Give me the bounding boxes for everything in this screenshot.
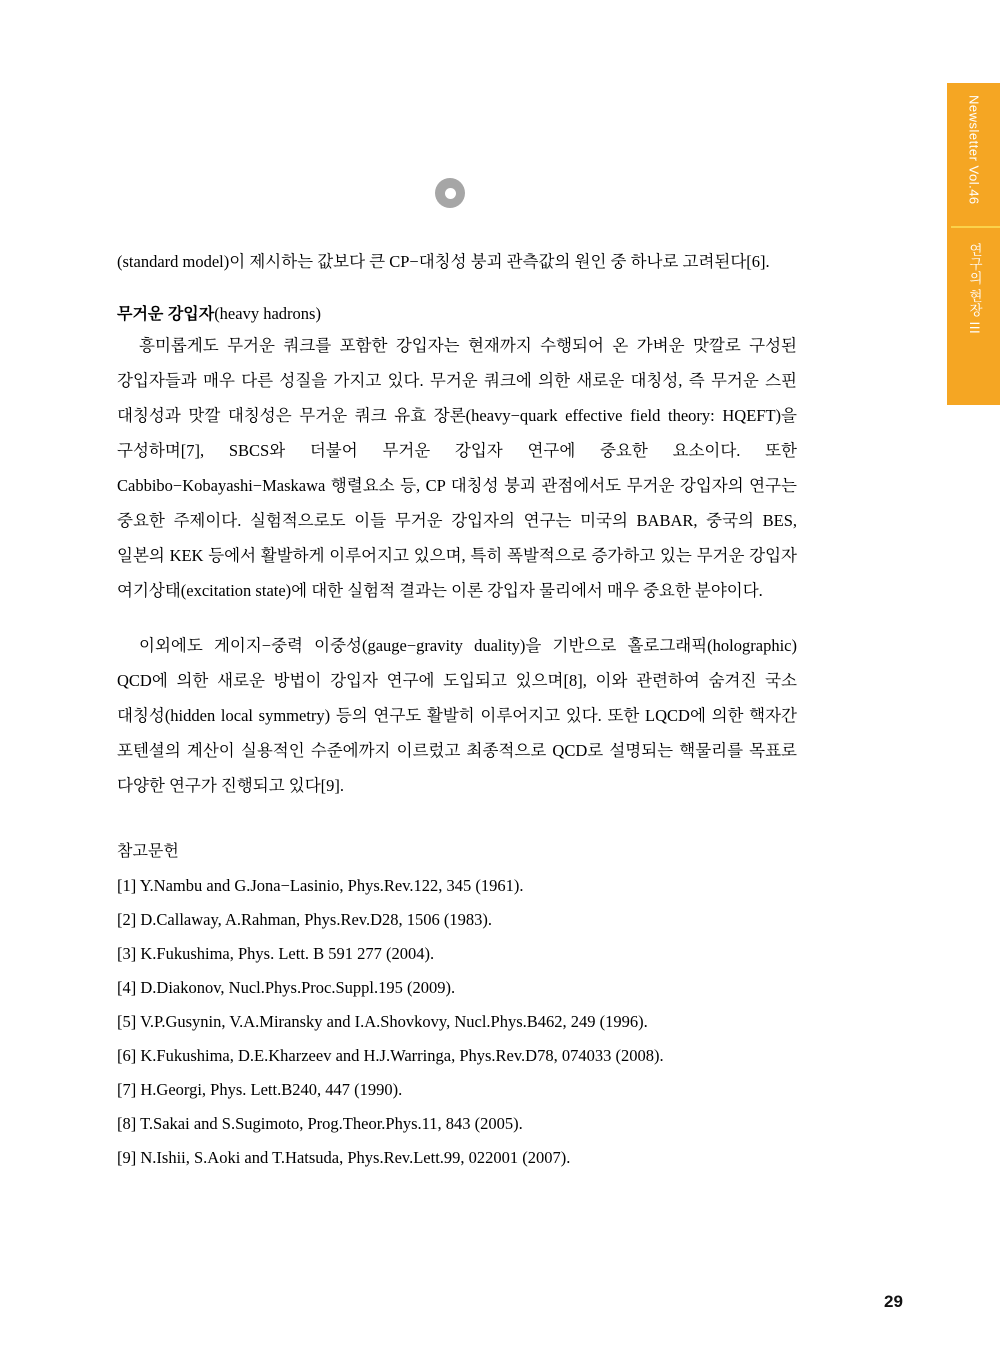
side-tab-newsletter-segment bbox=[947, 83, 1000, 226]
reference-item: [5] V.P.Gusynin, V.A.Miransky and I.A.Shovkovy, Nucl.Phys.B462, 249 (1996). bbox=[117, 1012, 648, 1031]
side-tab-section-segment bbox=[947, 227, 1000, 405]
reference-item: [8] T.Sakai and S.Sugimoto, Prog.Theor.Phys.11, 843 (2005). bbox=[117, 1114, 523, 1133]
references-title: 참고문헌 bbox=[117, 843, 179, 860]
reference-item: [4] D.Diakonov, Nucl.Phys.Proc.Suppl.195 (2009). bbox=[117, 978, 456, 997]
section-heading-korean: 무거운 강입자 bbox=[117, 306, 215, 323]
reference-item: [3] K.Fukushima, Phys. Lett. B 591 277 (2004). bbox=[117, 944, 435, 963]
paragraph-holographic-qcd: 이외에도 게이지−중력 이중성(gauge−gravity duality)을 기반으로 홀로그래픽(holographic) QCD에 의한 새로운 방법이 강입자 연구에 도입되고 있으며[8], 이와 관련하여 숨겨진 국소 대칭성(hidden local symmetry) 등의 연구도 활발히 이루어지고 있다. 또한 LQCD에 의한 핵자간 포텐셜의 계산이 실용적인 수준에까지 이르렀고 최종적으로 QCD로 설명되는 핵물리를 목표로 다양한 연구가 진행되고 있다[9]. bbox=[117, 636, 797, 795]
spacer bbox=[117, 803, 797, 835]
spacer bbox=[117, 279, 797, 301]
side-tab-newsletter-label: Newsletter Vol.46 bbox=[966, 95, 982, 205]
side-tab-inner bbox=[947, 83, 1000, 405]
spacer bbox=[117, 608, 797, 628]
side-tab-section-label: 연구의 현장 III bbox=[967, 243, 982, 335]
page-number: 29 bbox=[884, 1292, 903, 1311]
paragraph-continuation: (standard model)이 제시하는 값보다 큰 CP−대칭성 붕괴 관측값의 원인 중 하나로 고려된다[6]. bbox=[117, 252, 770, 271]
article-body bbox=[117, 244, 797, 1175]
section-heading-english: (heavy hadrons) bbox=[214, 304, 321, 323]
reference-item: [6] K.Fukushima, D.E.Kharzeev and H.J.Warringa, Phys.Rev.D78, 074033 (2008). bbox=[117, 1046, 664, 1065]
reference-item: [2] D.Callaway, A.Rahman, Phys.Rev.D28, 1506 (1983). bbox=[117, 910, 493, 929]
ring-donut-icon bbox=[435, 178, 465, 208]
side-tab bbox=[947, 83, 1000, 405]
reference-item: [7] H.Georgi, Phys. Lett.B240, 447 (1990). bbox=[117, 1080, 403, 1099]
reference-item: [1] Y.Nambu and G.Jona−Lasinio, Phys.Rev.122, 345 (1961). bbox=[117, 876, 524, 895]
references-section bbox=[117, 835, 797, 1175]
section-heading bbox=[117, 301, 797, 328]
reference-item: [9] N.Ishii, S.Aoki and T.Hatsuda, Phys.Rev.Lett.99, 022001 (2007). bbox=[117, 1148, 571, 1167]
paragraph-heavy-hadrons: 흥미롭게도 무거운 쿼크를 포함한 강입자는 현재까지 수행되어 온 가벼운 맛깔로 구성된 강입자들과 매우 다른 성질을 가지고 있다. 무거운 쿼크에 의한 새로운 대칭성, 즉 무거운 스핀 대칭성과 맛깔 대칭성은 무거운 쿼크 유효 장론(heavy−quark effective field theory: HQEFT)을 구성하며[7], SBCS와 더불어 무거운 강입자 연구에 중요한 요소이다. 또한 Cabbibo−Kobayashi−Maskawa 행렬요소 등, CP 대칭성 붕괴 관점에서도 무거운 강입자의 연구는 중요한 주제이다. 실험적으로도 이들 무거운 강입자의 연구는 미국의 BABAR, 중국의 BES, 일본의 KEK 등에서 활발하게 이루어지고 있으며, 특히 폭발적으로 증가하고 있는 무거운 강입자 여기상태(excitation state)에 대한 실험적 결과는 이론 강입자 물리에서 매우 중요한 분야이다. bbox=[117, 336, 797, 600]
